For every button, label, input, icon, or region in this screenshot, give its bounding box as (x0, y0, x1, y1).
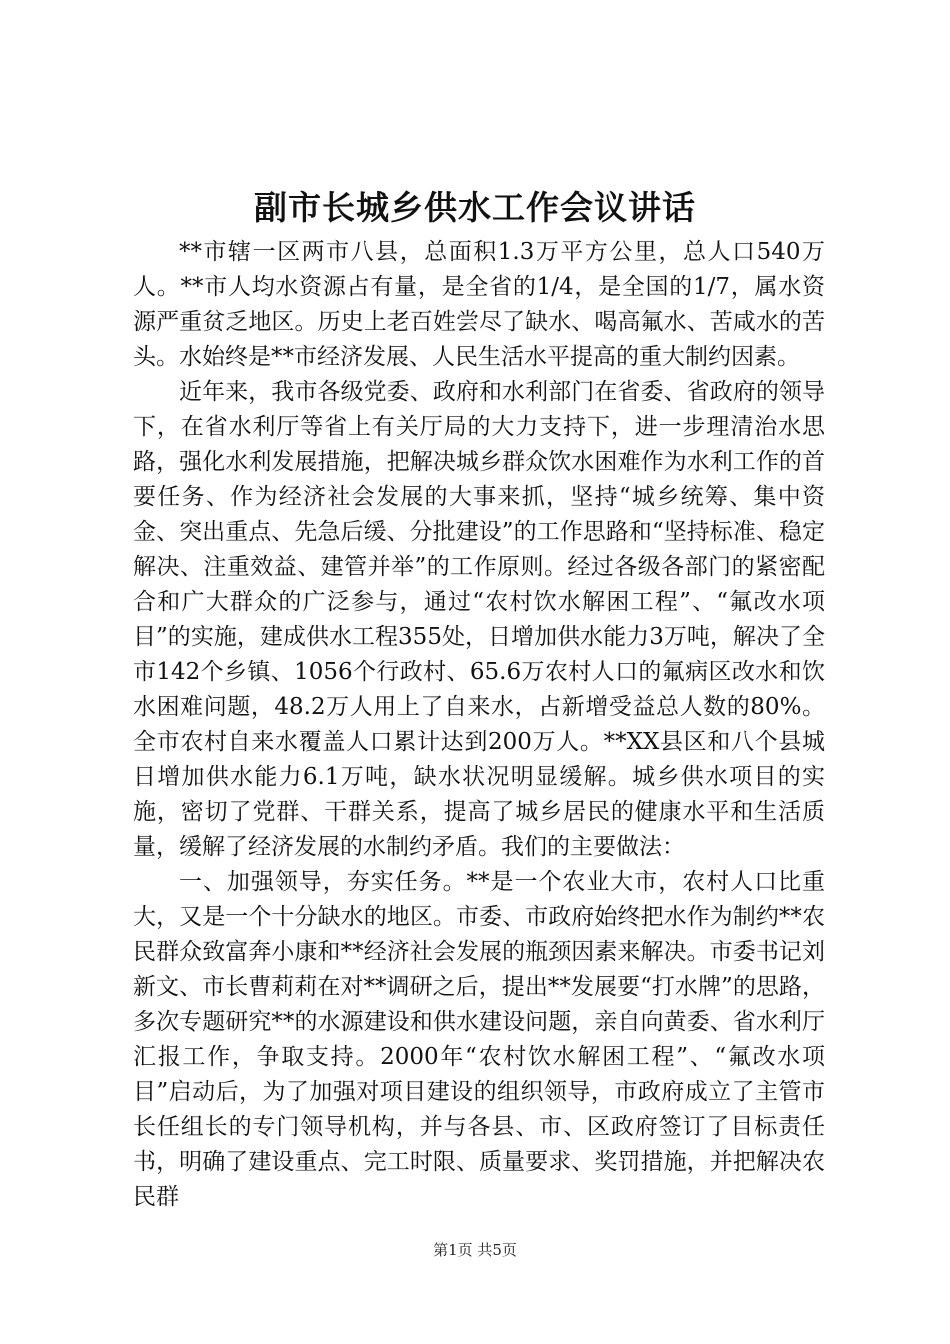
page-footer: 第1页 共5页 (433, 1241, 517, 1259)
document-title: 副市长城乡供水工作会议讲话 (254, 188, 696, 227)
paragraph-2: 近年来，我市各级党委、政府和水利部门在省委、省政府的领导下，在省水利厅等省上有关厅局的大力支持下，进一步理清治水思路，强化水利发展措施，把解决城乡群众饮水困难作为水利工作的首要任务、作为经济社会发展的大事来抓，坚持“城乡统筹、集中资金、突出重点、先急后缓、分批建设”的工作思路和“坚持标准、稳定解决、注重效益、建管并举”的工作原则。经过各级各部门的紧密配合和广大群众的广泛参与，通过“农村饮水解困工程”、“氟改水项目”的实施，建成供水工程355处，日增加供水能力3万吨，解决了全市142个乡镇、1056个行政村、65.6万农村人口的氟病区改水和饮水困难问题，48.2万人用上了自来水，占新增受益总人数的80%。全市农村自来水覆盖人口累计达到200万人。**XX县区和八个县城日增加供水能力6.1万吨，缺水状况明显缓解。城乡供水项目的实施，密切了党群、干群关系，提高了城乡居民的健康水平和生活质量，缓解了经济发展的水制约矛盾。我们的主要做法： (133, 379, 825, 860)
document-body (133, 235, 825, 1215)
paragraph-3: 一、加强领导，夯实任务。**是一个农业大市，农村人口比重大，又是一个十分缺水的地区。市委、市政府始终把水作为制约**农民群众致富奔小康和**经济社会发展的瓶颈因素来解决。市委书记刘新文、市长曹莉莉在对**调研之后，提出**发展要“打水牌”的思路，多次专题研究**的水源建设和供水建设问题，亲自向黄委、省水利厅汇报工作，争取支持。2000年“农村饮水解困工程”、“氟改水项目”启动后，为了加强对项目建设的组织领导，市政府成立了主管市长任组长的专门领导机构，并与各县、市、区政府签订了目标责任书，明确了建设重点、完工时限、质量要求、奖罚措施，并把解决农民群 (133, 869, 825, 1210)
paragraph-1: **市辖一区两市八县，总面积1.3万平方公里，总人口540万人。**市人均水资源占有量，是全省的1/4，是全国的1/7，属水资源严重贫乏地区。历史上老百姓尝尽了缺水、喝高氟水、苦咸水的苦头。水始终是**市经济发展、人民生活水平提高的重大制约因素。 (133, 239, 825, 370)
